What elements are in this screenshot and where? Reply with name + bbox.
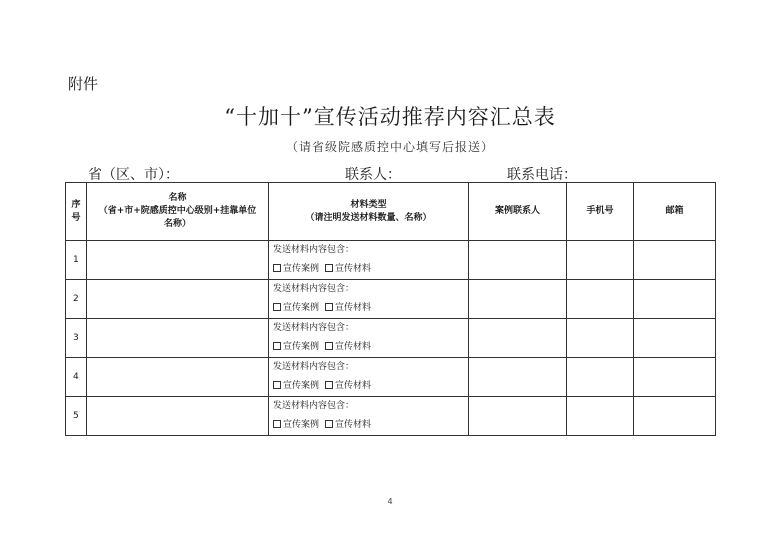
- checkbox-icon[interactable]: [273, 420, 281, 428]
- header-case-contact: 案例联系人: [469, 183, 567, 241]
- header-seq-char-2: 号: [71, 212, 81, 223]
- table-row: [66, 241, 716, 280]
- header-name-sub: （省+市+院感质控中心级别+挂靠单位名称）: [98, 206, 257, 229]
- header-name: [87, 183, 269, 241]
- checkbox-icon[interactable]: [325, 420, 333, 428]
- material-content-label: 发送材料内容包含：: [273, 284, 355, 294]
- header-mobile: 手机号: [567, 183, 634, 241]
- mobile-cell[interactable]: [567, 319, 634, 358]
- promo-material-label: 宣传材料: [335, 264, 372, 274]
- checkbox-icon[interactable]: [325, 303, 333, 311]
- email-cell[interactable]: [634, 358, 716, 397]
- material-cell: [269, 358, 469, 397]
- row-number: 5: [66, 397, 87, 436]
- row-number: 4: [66, 358, 87, 397]
- header-seq: [66, 183, 87, 241]
- material-content-label: 发送材料内容包含：: [273, 323, 355, 333]
- promo-case-label: 宣传案例: [283, 303, 320, 313]
- promo-material-label: 宣传材料: [335, 420, 372, 430]
- material-content-label: 发送材料内容包含：: [273, 362, 355, 372]
- material-cell: [269, 241, 469, 280]
- promo-material-option[interactable]: [325, 381, 371, 391]
- phone-field-label: 联系电话：: [507, 167, 577, 183]
- promo-case-label: 宣传案例: [283, 342, 320, 352]
- promo-case-label: 宣传案例: [283, 381, 320, 391]
- promo-material-option[interactable]: [325, 342, 371, 352]
- promo-case-option[interactable]: [273, 342, 319, 352]
- material-options: [273, 377, 468, 396]
- promo-material-option[interactable]: [325, 303, 371, 313]
- promo-material-option[interactable]: [325, 420, 371, 430]
- material-options: [273, 338, 468, 357]
- mobile-cell[interactable]: [567, 397, 634, 436]
- province-field-label: 省（区、市）：: [88, 167, 179, 183]
- header-name-main: 名称: [168, 193, 187, 203]
- name-cell[interactable]: [87, 358, 269, 397]
- material-cell: [269, 319, 469, 358]
- attachment-label: 附件: [68, 75, 99, 93]
- promo-case-label: 宣传案例: [283, 264, 320, 274]
- case-contact-cell[interactable]: [469, 358, 567, 397]
- promo-case-option[interactable]: [273, 381, 319, 391]
- email-cell[interactable]: [634, 319, 716, 358]
- promo-case-option[interactable]: [273, 303, 319, 313]
- material-options: [273, 299, 468, 318]
- promo-material-label: 宣传材料: [335, 381, 372, 391]
- mobile-cell[interactable]: [567, 241, 634, 280]
- row-number: 2: [66, 280, 87, 319]
- case-contact-cell[interactable]: [469, 397, 567, 436]
- promo-material-option[interactable]: [325, 264, 371, 274]
- mobile-cell[interactable]: [567, 358, 634, 397]
- promo-case-label: 宣传案例: [283, 420, 320, 430]
- document-title: “十加十”宣传活动推荐内容汇总表: [224, 105, 556, 129]
- case-contact-cell[interactable]: [469, 280, 567, 319]
- name-cell[interactable]: [87, 280, 269, 319]
- promo-case-option[interactable]: [273, 420, 319, 430]
- material-cell: [269, 397, 469, 436]
- contact-field-label: 联系人：: [345, 167, 401, 183]
- material-content-label: 发送材料内容包含：: [273, 401, 355, 411]
- table-row: [66, 319, 716, 358]
- checkbox-icon[interactable]: [325, 381, 333, 389]
- email-cell[interactable]: [634, 397, 716, 436]
- promo-case-option[interactable]: [273, 264, 319, 274]
- header-material-sub: （请注明发送材料数量、名称）: [305, 212, 432, 223]
- header-seq-char-1: 序: [71, 199, 81, 210]
- email-cell[interactable]: [634, 241, 716, 280]
- table-row: [66, 358, 716, 397]
- name-cell[interactable]: [87, 397, 269, 436]
- table-row: [66, 280, 716, 319]
- checkbox-icon[interactable]: [273, 381, 281, 389]
- document-subtitle: （请省级院感质控中心填写后报送）: [285, 140, 494, 154]
- table-header-row: [66, 183, 716, 241]
- checkbox-icon[interactable]: [325, 342, 333, 350]
- summary-table: [65, 182, 716, 436]
- material-options: [273, 260, 468, 279]
- header-material-main: 材料类型: [350, 199, 387, 210]
- header-material: [269, 183, 469, 241]
- checkbox-icon[interactable]: [273, 264, 281, 272]
- name-cell[interactable]: [87, 241, 269, 280]
- promo-material-label: 宣传材料: [335, 342, 372, 352]
- header-email: 邮箱: [634, 183, 716, 241]
- case-contact-cell[interactable]: [469, 319, 567, 358]
- checkbox-icon[interactable]: [273, 342, 281, 350]
- email-cell[interactable]: [634, 280, 716, 319]
- table-row: [66, 397, 716, 436]
- case-contact-cell[interactable]: [469, 241, 567, 280]
- material-cell: [269, 280, 469, 319]
- checkbox-icon[interactable]: [325, 264, 333, 272]
- material-options: [273, 416, 468, 435]
- mobile-cell[interactable]: [567, 280, 634, 319]
- promo-material-label: 宣传材料: [335, 303, 372, 313]
- material-content-label: 发送材料内容包含：: [273, 245, 355, 255]
- checkbox-icon[interactable]: [273, 303, 281, 311]
- row-number: 3: [66, 319, 87, 358]
- page-number: 4: [387, 497, 393, 506]
- name-cell[interactable]: [87, 319, 269, 358]
- row-number: 1: [66, 241, 87, 280]
